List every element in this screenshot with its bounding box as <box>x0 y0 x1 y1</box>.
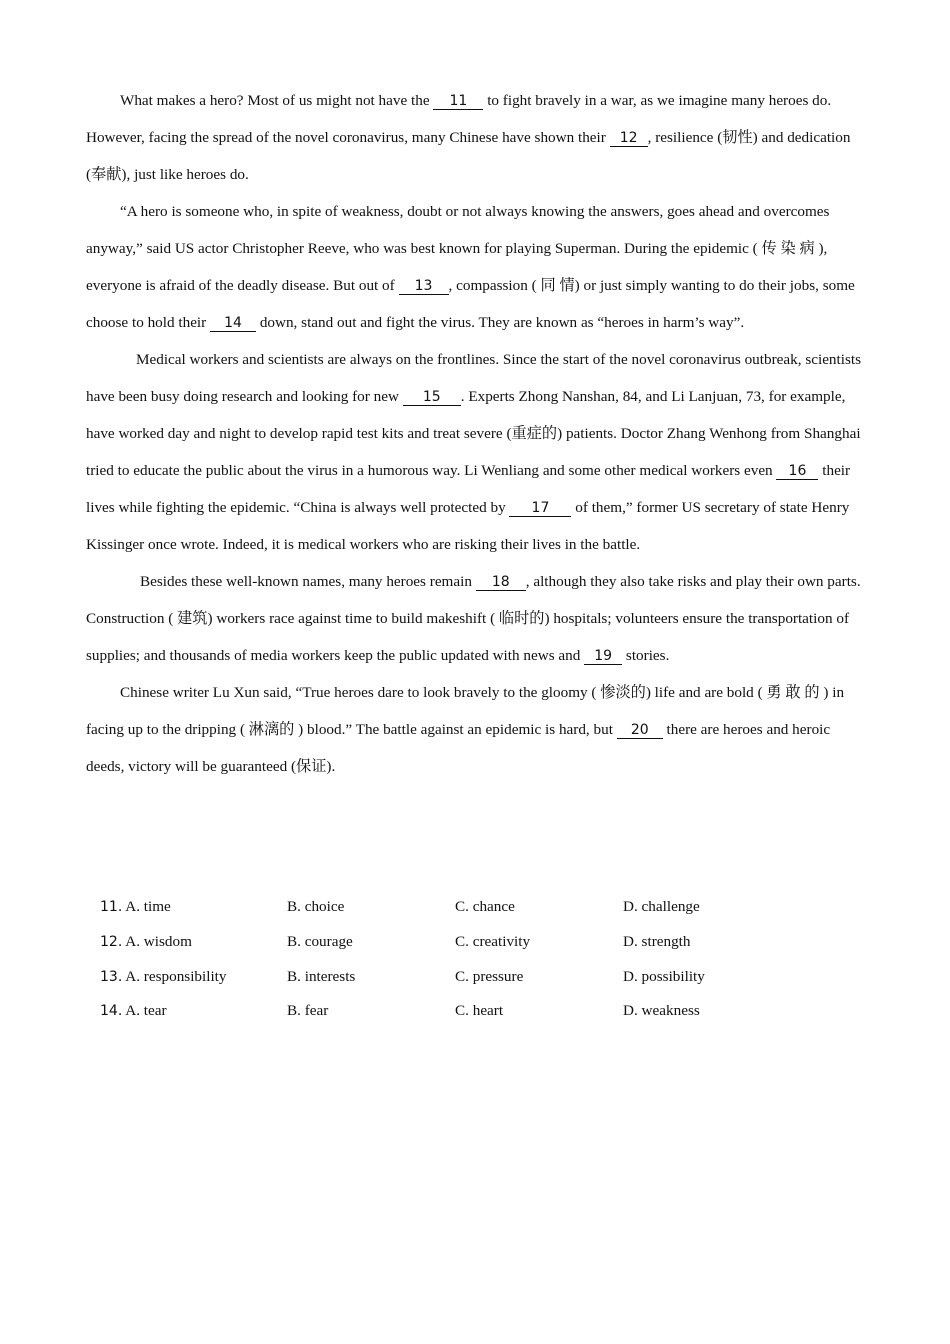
option-b: B. interests <box>287 967 356 985</box>
blank-15: 15 <box>403 390 461 406</box>
blank-17: 17 <box>509 501 571 517</box>
option-b: B. choice <box>287 898 345 916</box>
option-c: C. creativity <box>455 933 531 951</box>
option-d: D. weakness <box>623 1002 700 1020</box>
paragraph-1: What makes a hero? Most of us might not have the 11 to fight bravely in a war, as we imagine many heroes do. However, facing the spread of the novel coronavirus, many Chinese have shown their 12 , resilience (韧性) and dedication (奉献), just like heroes do. <box>86 92 851 183</box>
blank-18: 18 <box>476 575 526 591</box>
blank-19: 19 <box>584 649 622 665</box>
paragraph-3: Medical workers and scientists are always on the frontlines. Since the start of the novel coronavirus outbreak, scientists have been busy doing research and looking for new 15 . Experts Zhong Nanshan, 84, and Li Lanjuan, 73, for example, have worked day and night to develop rapid test kits and treat severe (重症的) patients. Doctor Zhang Wenhong from Shanghai tried to educate the public about the virus in a humorous way. Li Wenliang and some other medical workers even 16 their lives while fighting the epidemic. “China is always well protected by 17 of them,” former US secretary of state Henry Kissinger once wrote. Indeed, it is medical workers who are risking their lives in the battle. <box>86 351 862 553</box>
option-c: C. heart <box>455 1002 504 1020</box>
option-b: B. fear <box>287 1002 329 1020</box>
option-a: 12. A. wisdom <box>100 933 192 951</box>
question-row <box>100 890 860 925</box>
paragraph-5: Chinese writer Lu Xun said, “True heroes dare to look bravely to the gloomy ( 惨淡的) life and are bold ( 勇 敢 的 ) in facing up to the dripping ( 淋漓的 ) blood.” The battle against an epidemic is hard, but 20 there are heroes and heroic deeds, victory will be guaranteed (保证). <box>86 684 845 775</box>
answer-options <box>100 890 860 1029</box>
option-a: 13. A. responsibility <box>100 967 227 985</box>
blank-12: 12 <box>610 131 648 147</box>
passage <box>86 82 864 785</box>
option-b: B. courage <box>287 933 353 951</box>
option-c: C. chance <box>455 898 515 916</box>
blank-20: 20 <box>617 723 663 739</box>
paragraph-4: Besides these well-known names, many heroes remain 18 , although they also take risks and play their own parts. Construction ( 建筑) workers race against time to build makeshift ( 临时的) hospitals; volunteers ensure the transportation of supplies; and thousands of media workers keep the public updated with news and 19 stories. <box>86 573 861 664</box>
blank-13: 13 <box>399 279 449 295</box>
question-row <box>100 925 860 960</box>
option-d: D. possibility <box>623 967 705 985</box>
option-c: C. pressure <box>455 967 524 985</box>
paragraph-2: “A hero is someone who, in spite of weakness, doubt or not always knowing the answers, goes ahead and overcomes anyway,” said US actor Christopher Reeve, who was best known for playing Superman. During the epidemic ( 传 染 病 ), everyone is afraid of the deadly disease. But out of 13 , compassion ( 同 情) or just simply wanting to do their jobs, some choose to hold their 14 down, stand out and fight the virus. They are known as “heroes in harm’s way”. <box>86 203 855 331</box>
option-a: 14. A. tear <box>100 1002 167 1020</box>
question-row <box>100 959 860 994</box>
option-d: D. strength <box>623 933 691 951</box>
blank-11: 11 <box>433 94 483 110</box>
question-row <box>100 994 860 1029</box>
option-d: D. challenge <box>623 898 700 916</box>
blank-14: 14 <box>210 316 256 332</box>
option-a: 11. A. time <box>100 898 171 916</box>
blank-16: 16 <box>776 464 818 480</box>
